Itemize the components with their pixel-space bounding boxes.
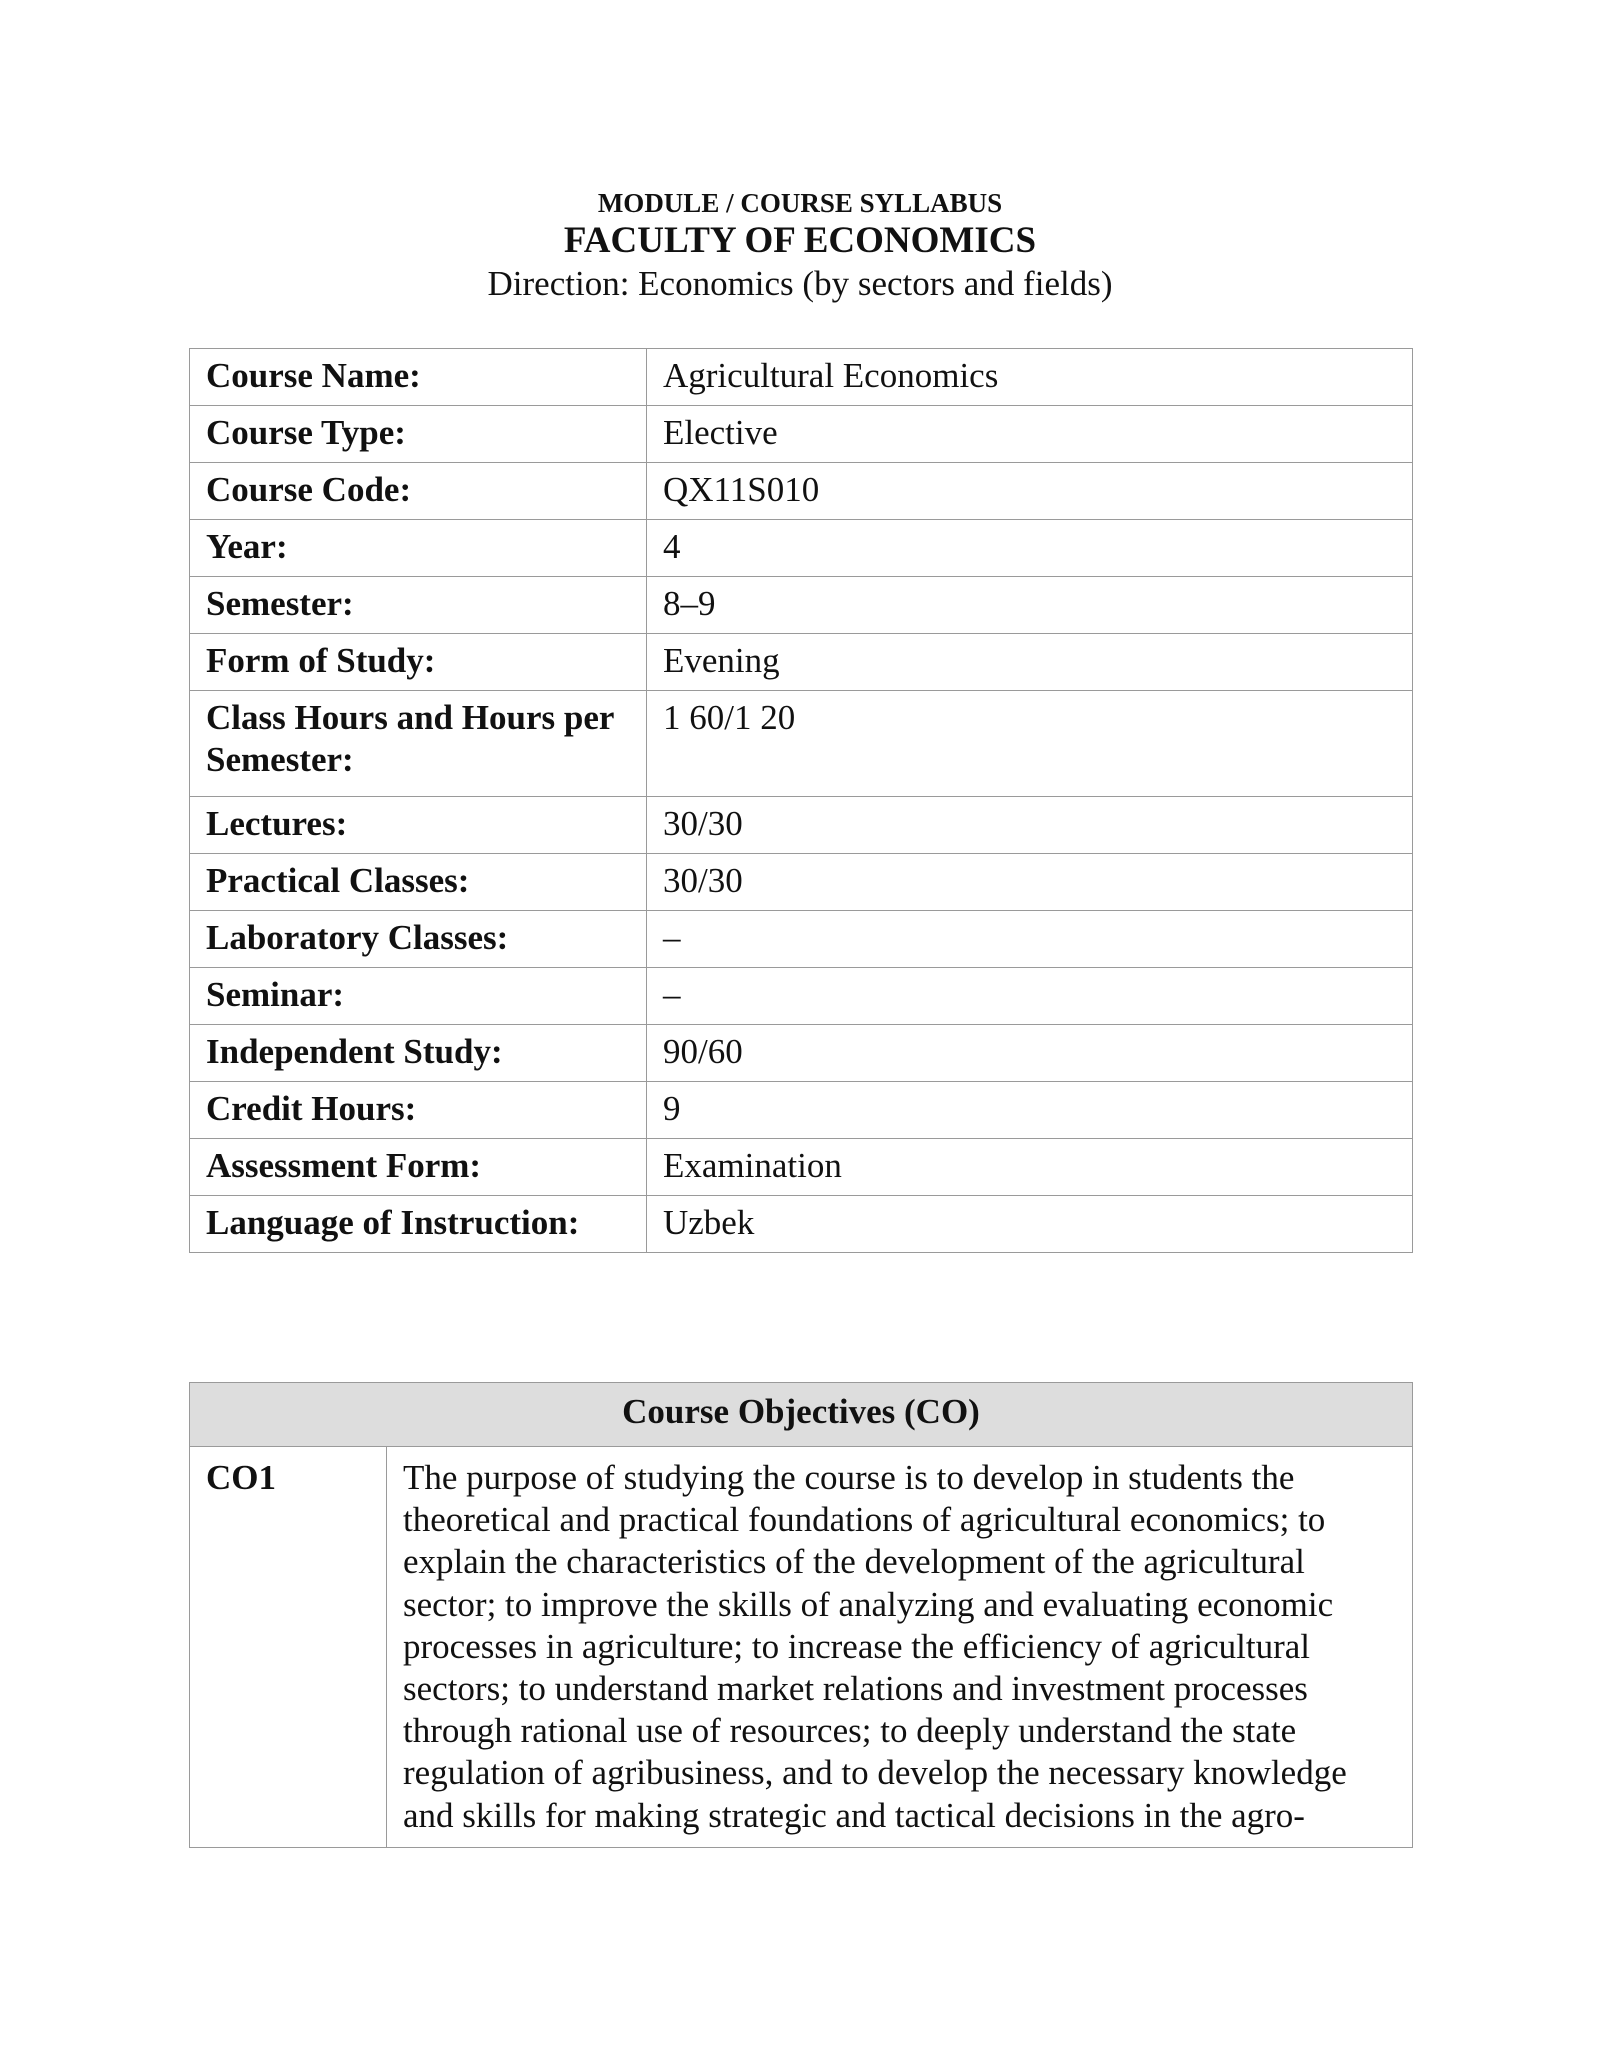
- class-hours-value: 1 60/1 20: [647, 691, 1413, 797]
- table-row: [190, 634, 1413, 691]
- language-value: Uzbek: [647, 1196, 1413, 1253]
- lectures-label: Lectures:: [190, 797, 647, 854]
- course-type-value: Elective: [647, 406, 1413, 463]
- faculty-title: FACULTY OF ECONOMICS: [563, 220, 1037, 261]
- course-name-value: Agricultural Economics: [647, 349, 1413, 406]
- course-objectives-table: [189, 1382, 1413, 1848]
- table-row: [190, 1025, 1413, 1082]
- table-header-row: [190, 1383, 1413, 1447]
- class-hours-label: Class Hours and Hours per Semester:: [190, 691, 647, 797]
- seminar-value: –: [647, 968, 1413, 1025]
- table-row: [190, 520, 1413, 577]
- module-title: MODULE / COURSE SYLLABUS: [597, 188, 1003, 218]
- credit-hours-value: 9: [647, 1082, 1413, 1139]
- semester-label: Semester:: [190, 577, 647, 634]
- table-row: [190, 463, 1413, 520]
- credit-hours-label: Credit Hours:: [190, 1082, 647, 1139]
- course-code-label: Course Code:: [190, 463, 647, 520]
- table-row: [190, 349, 1413, 406]
- direction-subtitle: Direction: Economics (by sectors and fields): [487, 264, 1113, 303]
- lectures-value: 30/30: [647, 797, 1413, 854]
- table-row: [190, 911, 1413, 968]
- assessment-form-value: Examination: [647, 1139, 1413, 1196]
- course-type-label: Course Type:: [190, 406, 647, 463]
- year-value: 4: [647, 520, 1413, 577]
- laboratory-classes-label: Laboratory Classes:: [190, 911, 647, 968]
- table-row: [190, 577, 1413, 634]
- independent-study-label: Independent Study:: [190, 1025, 647, 1082]
- table-row: [190, 1447, 1413, 1848]
- practical-classes-label: Practical Classes:: [190, 854, 647, 911]
- table-row: [190, 797, 1413, 854]
- seminar-label: Seminar:: [190, 968, 647, 1025]
- form-of-study-value: Evening: [647, 634, 1413, 691]
- table-row: [190, 1139, 1413, 1196]
- course-objectives-heading: Course Objectives (CO): [190, 1383, 1413, 1447]
- language-label: Language of Instruction:: [190, 1196, 647, 1253]
- course-info-table: [189, 348, 1413, 1253]
- laboratory-classes-value: –: [647, 911, 1413, 968]
- course-name-label: Course Name:: [190, 349, 647, 406]
- form-of-study-label: Form of Study:: [190, 634, 647, 691]
- practical-classes-value: 30/30: [647, 854, 1413, 911]
- table-row: [190, 1082, 1413, 1139]
- year-label: Year:: [190, 520, 647, 577]
- assessment-form-label: Assessment Form:: [190, 1139, 647, 1196]
- objective-text: The purpose of studying the course is to develop in students the theoretical and practical foundations of agricultural economics; to explain the characteristics of the development of the agricultural sector; to improve the skills of analyzing and evaluating economic processes in agriculture; to increase the efficiency of agricultural sectors; to understand market relations and investment processes through rational use of resources; to deeply understand the state regulation of agribusiness, and to develop the necessary knowledge and skills for making strategic and tactical decisions in the agro-: [387, 1447, 1413, 1848]
- table-row: [190, 1196, 1413, 1253]
- course-code-value: QX11S010: [647, 463, 1413, 520]
- table-row: [190, 854, 1413, 911]
- table-row: [190, 968, 1413, 1025]
- table-row: [190, 406, 1413, 463]
- objective-id: CO1: [190, 1447, 387, 1848]
- semester-value: 8–9: [647, 577, 1413, 634]
- independent-study-value: 90/60: [647, 1025, 1413, 1082]
- table-row: [190, 691, 1413, 797]
- document-header: [0, 186, 1600, 306]
